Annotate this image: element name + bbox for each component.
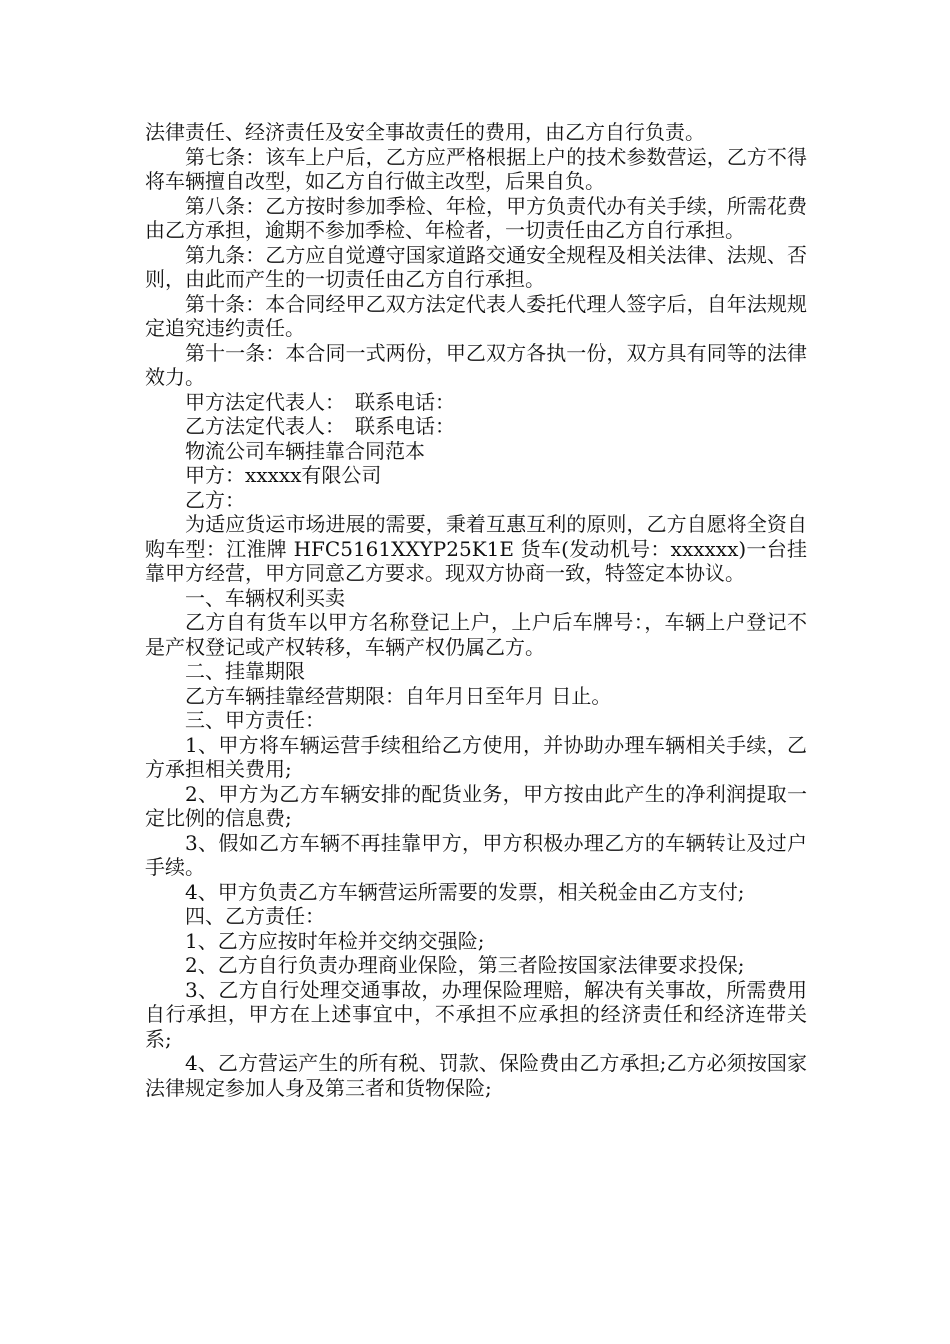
- list-item-b3: 3、乙方自行处理交通事故，办理保险理赔，解决有关事故，所需费用自行承担，甲方在上述事宜中，不承担不应承担的经济责任和经济连带关系;: [145, 977, 807, 1051]
- section-heading-2: 二、挂靠期限: [185, 659, 305, 683]
- signature-party-a: 甲方法定代表人： 联系电话：: [185, 389, 455, 414]
- list-item-b1: 1、乙方应按时年检并交纳交强险;: [185, 928, 485, 953]
- contract-title: 物流公司车辆挂靠合同范本: [185, 438, 425, 463]
- section-heading-3: 三、甲方责任：: [185, 708, 325, 732]
- paragraph-article-7: 第七条：该车上户后，乙方应严格根据上户的技术参数营运，乙方不得将车辆擅自改型，如乙方自行做主改型，后果自负。: [145, 144, 807, 193]
- paragraph-article-9: 第九条：乙方应自觉遵守国家道路交通安全规程及相关法律、法规、否则，由此而产生的一切责任由乙方自行承担。: [145, 242, 807, 291]
- paragraph-section-1: 乙方自有货车以甲方名称登记上户，上户后车牌号：，车辆上户登记不是产权登记或产权转移，车辆产权仍属乙方。: [145, 610, 807, 659]
- signature-party-b: 乙方法定代表人： 联系电话：: [185, 414, 455, 438]
- list-item-a1: 1、甲方将车辆运营手续租给乙方使用，并协助办理车辆相关手续，乙方承担相关费用;: [145, 732, 807, 781]
- paragraph-article-8: 第八条：乙方按时参加季检、年检，甲方负责代办有关手续，所需花费由乙方承担，逾期不参加季检、年检者，一切责任由乙方自行承担。: [145, 193, 807, 242]
- party-a-name: 甲方：xxxxx有限公司: [185, 463, 382, 487]
- paragraph-article-10: 第十条：本合同经甲乙双方法定代表人委托代理人签字后，自年法规规定追究违约责任。: [145, 291, 807, 340]
- paragraph-section-2: 乙方车辆挂靠经营期限：自年月日至年月 日止。: [185, 683, 612, 708]
- document-body: [145, 120, 807, 1100]
- paragraph-preamble: 为适应货运市场进展的需要，秉着互惠互利的原则，乙方自愿将全资自购车型：江淮牌 HFC5161XXYP25K1E 货车(发动机号：xxxxxx)一台挂靠甲方经营，甲方同意乙方要求。现双方协商一致，特签定本协议。: [145, 512, 807, 585]
- paragraph-article-11: 第十一条：本合同一式两份，甲乙双方各执一份，双方具有同等的法律效力。: [145, 340, 807, 389]
- section-heading-4: 四、乙方责任：: [185, 904, 325, 928]
- party-b-name: 乙方：: [185, 487, 245, 512]
- paragraph-liability-continuation: 法律责任、经济责任及安全事故责任的费用，由乙方自行负责。: [145, 120, 705, 144]
- section-heading-1: 一、车辆权利买卖: [185, 585, 345, 610]
- list-item-a4: 4、甲方负责乙方车辆营运所需要的发票，相关税金由乙方支付;: [185, 879, 745, 904]
- list-item-b4: 4、乙方营运产生的所有税、罚款、保险费由乙方承担;乙方必须按国家法律规定参加人身及第三者和货物保险;: [145, 1051, 807, 1100]
- list-item-b2: 2、乙方自行负责办理商业保险，第三者险按国家法律要求投保;: [185, 953, 745, 977]
- list-item-a3: 3、假如乙方车辆不再挂靠甲方，甲方积极办理乙方的车辆转让及过户手续。: [145, 830, 807, 879]
- list-item-a2: 2、甲方为乙方车辆安排的配货业务，甲方按由此产生的净利润提取一定比例的信息费;: [145, 781, 807, 830]
